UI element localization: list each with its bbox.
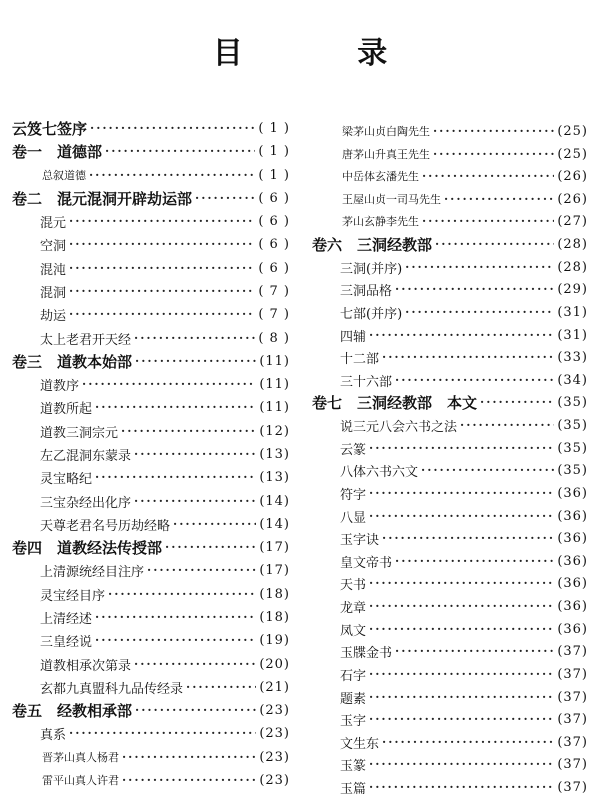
dot-leader: [195, 187, 255, 209]
toc-page-number: (37): [557, 643, 588, 659]
toc-entry[interactable]: [12, 210, 290, 232]
toc-entry-label: 混洞: [40, 285, 67, 301]
toc-page-number: (31): [557, 327, 588, 343]
toc-page-number: (29): [557, 281, 588, 297]
toc-entry-label: 左乙混洞东蒙录: [40, 448, 132, 464]
dot-leader: [173, 513, 256, 535]
toc-entry-label: 茅山玄静李先生: [342, 215, 419, 228]
toc-entry[interactable]: [12, 466, 290, 488]
toc-page-number: (17): [259, 539, 290, 555]
toc-entry-label: 八显: [340, 510, 367, 526]
dot-leader: [433, 120, 554, 142]
toc-entry-label: 天尊老君名号历劫经略: [40, 518, 171, 534]
dot-leader: [382, 527, 554, 549]
toc-entry-label: 凤文: [340, 623, 367, 639]
toc-entry-label: 唐茅山升真王先生: [342, 148, 430, 161]
toc-entry-label: 玄都九真盟科九品传经录: [40, 681, 184, 697]
toc-entry[interactable]: [12, 583, 290, 605]
toc-entry[interactable]: [12, 629, 290, 651]
toc-entry-label: 卷七 三洞经教部 本文: [312, 393, 478, 412]
toc-entry[interactable]: [12, 443, 290, 465]
dot-leader: [369, 753, 554, 775]
toc-entry-label: 总叙道德: [42, 169, 86, 182]
toc-page-number: (11): [259, 376, 290, 392]
toc-entry[interactable]: [12, 164, 290, 186]
toc-entry-label: 上清源统经目注序: [40, 564, 145, 580]
dot-leader: [369, 618, 554, 640]
toc-page-number: (36): [557, 553, 588, 569]
toc-page-number: ( 7 ): [258, 283, 290, 299]
toc-entry-label: 中岳体玄潘先生: [342, 170, 419, 183]
toc-entry-label: 道教所起: [40, 401, 93, 417]
toc-page-number: (23): [259, 749, 290, 765]
toc-page-number: (37): [557, 711, 588, 727]
toc-page-number: (35): [557, 440, 588, 456]
toc-page-number: ( 1 ): [258, 143, 290, 159]
toc-section-entry[interactable]: [312, 391, 588, 413]
toc-entry[interactable]: [12, 490, 290, 512]
toc-page-number: ( 8 ): [258, 330, 290, 346]
dot-leader: [369, 572, 554, 594]
toc-section-entry[interactable]: [12, 699, 290, 721]
toc-entry-label: 文生东: [340, 736, 380, 752]
toc-page-number: (35): [557, 462, 588, 478]
toc-entry[interactable]: [12, 396, 290, 418]
dot-leader: [69, 303, 255, 325]
toc-entry-label: 道教三洞宗元: [40, 425, 119, 441]
dot-leader: [444, 188, 554, 210]
toc-page-number: ( 1 ): [258, 167, 290, 183]
dot-leader: [108, 583, 256, 605]
toc-entry-label: 题素: [340, 691, 367, 707]
dot-leader: [460, 414, 554, 436]
dot-leader: [134, 653, 256, 675]
toc-entry[interactable]: [12, 722, 290, 744]
toc-entry-label: 三皇经说: [40, 634, 93, 650]
toc-entry[interactable]: [312, 776, 588, 798]
toc-entry[interactable]: [12, 676, 290, 698]
toc-page-number: (37): [557, 756, 588, 772]
toc-page-number: ( 1 ): [258, 120, 290, 136]
toc-section-entry[interactable]: [12, 350, 290, 372]
toc-entry-label: 真系: [40, 727, 67, 743]
toc-entry-label: 十二部: [340, 351, 380, 367]
toc-entry[interactable]: [312, 459, 588, 481]
dot-leader: [95, 606, 256, 628]
toc-page-number: (18): [259, 609, 290, 625]
toc-page-number: (14): [259, 516, 290, 532]
toc-entry-label: 天书: [340, 577, 367, 593]
toc-entry[interactable]: [312, 143, 588, 165]
toc-entry[interactable]: [12, 559, 290, 581]
dot-leader: [369, 708, 554, 730]
toc-entry-label: 卷一 道德部: [12, 142, 103, 161]
toc-entry[interactable]: [312, 437, 588, 459]
toc-entry-label: 皇文帝书: [340, 555, 393, 571]
dot-leader: [95, 466, 256, 488]
toc-page-number: (26): [557, 191, 588, 207]
toc-page-number: (11): [259, 399, 290, 415]
toc-entry-label: 雷平山真人许君: [42, 774, 119, 787]
toc-entry[interactable]: [312, 324, 588, 346]
toc-entry-label: 卷三 道教本始部: [12, 352, 133, 371]
dot-leader: [422, 210, 554, 232]
toc-entry[interactable]: [12, 280, 290, 302]
toc-entry[interactable]: [312, 595, 588, 617]
toc-page-number: (25): [557, 146, 588, 162]
dot-leader: [480, 391, 554, 413]
toc-page-number: (26): [557, 168, 588, 184]
dot-leader: [69, 233, 255, 255]
dot-leader: [105, 140, 255, 162]
toc-entry-label: 玉字: [340, 713, 367, 729]
dot-leader: [382, 346, 554, 368]
dot-leader: [134, 490, 256, 512]
dot-leader: [369, 663, 554, 685]
dot-leader: [90, 117, 255, 139]
toc-entry[interactable]: [312, 210, 588, 232]
toc-entry[interactable]: [312, 753, 588, 775]
dot-leader: [69, 280, 255, 302]
toc-entry[interactable]: [312, 346, 588, 368]
dot-leader: [69, 722, 256, 744]
toc-entry-label: 符字: [340, 487, 367, 503]
toc-entry[interactable]: [312, 550, 588, 572]
dot-leader: [395, 640, 554, 662]
toc-section-entry[interactable]: [312, 233, 588, 255]
toc-entry[interactable]: [12, 420, 290, 442]
toc-entry-label: 玉篆: [340, 758, 367, 774]
toc-entry[interactable]: [312, 663, 588, 685]
toc-entry-label: 说三元八会六书之法: [340, 419, 458, 435]
toc-entry[interactable]: [12, 233, 290, 255]
toc-entry-label: 道教序: [40, 378, 80, 394]
toc-entry-label: 卷二 混元混洞开辟劫运部: [12, 189, 193, 208]
toc-entry[interactable]: [312, 527, 588, 549]
dot-leader: [369, 482, 554, 504]
dot-leader: [435, 233, 554, 255]
toc-entry[interactable]: [12, 303, 290, 325]
dot-leader: [165, 536, 256, 558]
toc-entry[interactable]: [312, 165, 588, 187]
toc-entry[interactable]: [12, 606, 290, 628]
dot-leader: [89, 164, 255, 186]
dot-leader: [95, 629, 256, 651]
dot-leader: [405, 301, 554, 323]
toc-page-number: (19): [259, 632, 290, 648]
toc-entry[interactable]: [312, 256, 588, 278]
toc-page-number: (36): [557, 598, 588, 614]
toc-entry[interactable]: [312, 188, 588, 210]
toc-page-number: (36): [557, 530, 588, 546]
toc-entry[interactable]: [312, 505, 588, 527]
dot-leader: [82, 373, 256, 395]
toc-entry-label: 晋茅山真人杨君: [42, 751, 119, 764]
toc-entry-label: 混沌: [40, 262, 67, 278]
toc-entry-label: 七部(并序): [340, 306, 403, 322]
dot-leader: [69, 210, 255, 232]
dot-leader: [369, 595, 554, 617]
toc-page-number: (21): [259, 679, 290, 695]
toc-entry-label: 卷五 经教相承部: [12, 701, 133, 720]
toc-entry-label: 灵宝经目序: [40, 588, 106, 604]
toc-entry[interactable]: [312, 686, 588, 708]
dot-leader: [369, 776, 554, 798]
toc-page-number: (13): [259, 446, 290, 462]
toc-entry-label: 云篆: [340, 442, 367, 458]
toc-entry-label: 卷四 道教经法传授部: [12, 538, 163, 557]
toc-entry[interactable]: [312, 640, 588, 662]
toc-entry[interactable]: [12, 513, 290, 535]
toc-page-number: (11): [259, 353, 290, 369]
toc-page-number: (36): [557, 508, 588, 524]
toc-entry[interactable]: [312, 278, 588, 300]
toc-page-number: (37): [557, 734, 588, 750]
toc-entry-label: 玉牒金书: [340, 645, 393, 661]
toc-page-number: (28): [557, 259, 588, 275]
toc-section-entry[interactable]: [12, 140, 290, 162]
toc-entry-label: 三洞品格: [340, 283, 393, 299]
toc-page-number: (18): [259, 586, 290, 602]
dot-leader: [122, 769, 256, 791]
toc-entry-label: 八体六书六文: [340, 464, 419, 480]
toc-page-number: (33): [557, 349, 588, 365]
toc-entry-label: 玉篇: [340, 781, 367, 797]
toc-page-number: (12): [259, 423, 290, 439]
toc-entry-label: 劫运: [40, 308, 67, 324]
toc-entry[interactable]: [312, 572, 588, 594]
dot-leader: [69, 257, 255, 279]
dot-leader: [186, 676, 256, 698]
toc-entry-label: 云笈七签序: [12, 119, 88, 138]
toc-entry-label: 混元: [40, 215, 67, 231]
toc-entry-label: 王屋山贞一司马先生: [342, 193, 441, 206]
dot-leader: [135, 350, 256, 372]
dot-leader: [395, 278, 554, 300]
dot-leader: [135, 699, 256, 721]
toc-page-number: (31): [557, 304, 588, 320]
toc-page-number: (34): [557, 372, 588, 388]
toc-entry[interactable]: [12, 327, 290, 349]
dot-leader: [395, 369, 554, 391]
toc-page-number: (36): [557, 485, 588, 501]
toc-page-number: (14): [259, 493, 290, 509]
toc-page-number: ( 6 ): [258, 190, 290, 206]
toc-page-number: (36): [557, 575, 588, 591]
toc-page-number: ( 6 ): [258, 260, 290, 276]
toc-page-number: (36): [557, 621, 588, 637]
toc-page-number: (23): [259, 702, 290, 718]
toc-entry[interactable]: [312, 414, 588, 436]
toc-entry[interactable]: [12, 769, 290, 791]
toc-page-number: (23): [259, 772, 290, 788]
toc-entry-label: 龙章: [340, 600, 367, 616]
toc-entry[interactable]: [12, 653, 290, 675]
toc-entry[interactable]: [312, 120, 588, 142]
toc-section-entry[interactable]: [12, 117, 290, 139]
dot-leader: [369, 437, 554, 459]
toc-entry[interactable]: [312, 301, 588, 323]
toc-entry-label: 三十六部: [340, 374, 393, 390]
toc-entry-label: 三宝杂经出化序: [40, 495, 132, 511]
toc-entry-label: 太上老君开天经: [40, 332, 132, 348]
toc-section-entry[interactable]: [12, 536, 290, 558]
dot-leader: [369, 686, 554, 708]
dot-leader: [122, 746, 256, 768]
dot-leader: [121, 420, 256, 442]
page-title: 目 录: [212, 36, 440, 71]
toc-entry-label: 道教相承次第录: [40, 658, 132, 674]
toc-page-number: (17): [259, 562, 290, 578]
toc-entry[interactable]: [12, 257, 290, 279]
dot-leader: [147, 559, 256, 581]
toc-entry[interactable]: [312, 731, 588, 753]
toc-entry-label: 石字: [340, 668, 367, 684]
dot-leader: [421, 459, 554, 481]
dot-leader: [382, 731, 554, 753]
toc-page-number: (37): [557, 779, 588, 795]
toc-entry-label: 灵宝略纪: [40, 471, 93, 487]
toc-page-number: (20): [259, 656, 290, 672]
dot-leader: [369, 505, 554, 527]
dot-leader: [134, 443, 256, 465]
toc-entry[interactable]: [312, 708, 588, 730]
toc-entry-label: 玉字诀: [340, 532, 380, 548]
toc-page-number: (35): [557, 394, 588, 410]
toc-page-number: (28): [557, 236, 588, 252]
toc-page-number: (13): [259, 469, 290, 485]
toc-page-number: ( 7 ): [258, 306, 290, 322]
toc-entry-label: 空洞: [40, 238, 67, 254]
toc-page-number: (37): [557, 666, 588, 682]
toc-page-number: (37): [557, 689, 588, 705]
toc-entry[interactable]: [312, 369, 588, 391]
dot-leader: [395, 550, 554, 572]
dot-leader: [422, 165, 554, 187]
toc-entry-label: 梁茅山贞白陶先生: [342, 125, 430, 138]
toc-entry-label: 卷六 三洞经教部: [312, 235, 433, 254]
toc-entry[interactable]: [12, 373, 290, 395]
toc-entry-label: 四辅: [340, 329, 367, 345]
dot-leader: [433, 143, 554, 165]
toc-page-number: (25): [557, 123, 588, 139]
toc-entry[interactable]: [312, 482, 588, 504]
toc-entry-label: 三洞(并序): [340, 261, 403, 277]
toc-page-number: (23): [259, 725, 290, 741]
toc-entry-label: 上清经述: [40, 611, 93, 627]
toc-page-number: (35): [557, 417, 588, 433]
toc-entry[interactable]: [12, 746, 290, 768]
dot-leader: [134, 327, 255, 349]
toc-page-number: (27): [557, 213, 588, 229]
toc-section-entry[interactable]: [12, 187, 290, 209]
toc-entry[interactable]: [312, 618, 588, 640]
dot-leader: [369, 324, 554, 346]
toc-page-number: ( 6 ): [258, 236, 290, 252]
dot-leader: [405, 256, 554, 278]
dot-leader: [95, 396, 256, 418]
toc-page-number: ( 6 ): [258, 213, 290, 229]
